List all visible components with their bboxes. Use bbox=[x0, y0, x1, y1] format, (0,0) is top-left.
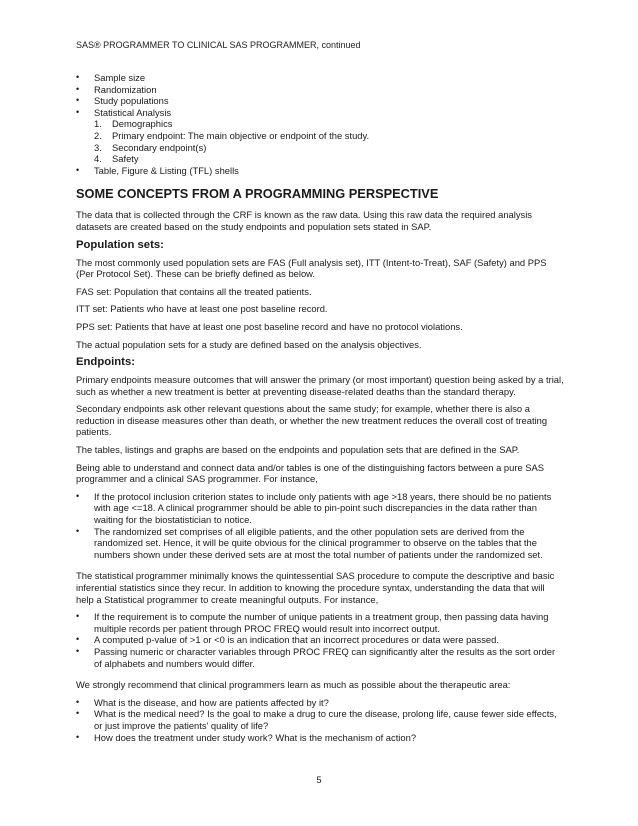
numbered-item bbox=[94, 118, 564, 130]
population-sets-heading: Population sets: bbox=[76, 238, 164, 251]
page-number: 5 bbox=[316, 774, 322, 785]
population-intro-paragraph: The most commonly used population sets are FAS (Full analysis set), ITT (Intent-to-Treat), SAF (Safety) and PPS (Per Protocol Set). These can be briefly defined as below. bbox=[76, 256, 547, 280]
list-item: • If the requirement is to compute the number of unique patients in a treatment group, then passing data having multiple records per patient through PROC FREQ would result into incorrect output. bbox=[76, 611, 564, 634]
primary-endpoints-paragraph: Primary endpoints measure outcomes that will answer the primary (or most important) question being asked by a trial, such as whether a new treatment is better at preventing disease-related deaths than the standard therapy. bbox=[76, 374, 564, 397]
list-item: • Table, Figure & Listing (TFL) shells bbox=[76, 165, 564, 177]
fas-definition: FAS set: Population that contains all the treated patients. bbox=[76, 285, 312, 297]
item-number: 3. bbox=[94, 141, 102, 153]
list-item-label: Statistical Analysis bbox=[94, 106, 172, 118]
numbered-item bbox=[94, 130, 564, 142]
itt-definition: ITT set: Patients who have at least one post baseline record. bbox=[76, 303, 328, 315]
list-item: • What is the disease, and how are patients affected by it? bbox=[76, 697, 564, 709]
item-text: Primary endpoint: The main objective or endpoint of the study. bbox=[112, 129, 370, 141]
therapeutic-questions-list bbox=[76, 697, 564, 743]
list-item: • If the protocol inclusion criterion states to include only patients with age >18 years, there should be no patients with age <=18. A clinical programmer should be able to pin-point such discrepancies in the data rather than waiting for the biostatistician to notice. bbox=[76, 491, 564, 526]
pps-definition: PPS set: Patients that have at least one post baseline record and have no protocol violations. bbox=[76, 320, 463, 332]
statistical-programmer-paragraph: The statistical programmer minimally knows the quintessential SAS procedure to compute the descriptive and basic inferential statistics since they recur. In addition to knowing the procedure syntax, understanding the data that will help a Statistical programmer to create meaningful outputs. For instance, bbox=[76, 570, 555, 605]
therapeutic-area-paragraph: We strongly recommend that clinical programmers learn as much as possible about the therapeutic area: bbox=[76, 679, 511, 691]
item-number: 2. bbox=[94, 129, 102, 141]
item-number: 1. bbox=[94, 118, 102, 130]
distinguishing-factors-paragraph: Being able to understand and connect data and/or tables is one of the distinguishing factors between a pure SAS programmer and a clinical SAS programmer. For instance, bbox=[76, 461, 545, 485]
population-closing-paragraph: The actual population sets for a study are defined based on the analysis objectives. bbox=[76, 338, 422, 350]
clinical-examples-list bbox=[76, 491, 564, 561]
item-text: Secondary endpoint(s) bbox=[112, 141, 207, 153]
statistical-examples-list bbox=[76, 611, 564, 669]
running-header: SAS® PROGRAMMER TO CLINICAL SAS PROGRAMMER, continued bbox=[76, 40, 361, 50]
list-item: • How does the treatment under study work? What is the mechanism of action? bbox=[76, 732, 564, 744]
list-item bbox=[76, 107, 564, 165]
list-item: • Sample size bbox=[76, 72, 564, 84]
analysis-numbered-list bbox=[94, 118, 564, 164]
numbered-item bbox=[94, 153, 564, 165]
list-item: • A computed p-value of >1 or <0 is an indication that an incorrect procedures or data were passed. bbox=[76, 634, 564, 646]
intro-bullet-list bbox=[76, 72, 564, 176]
item-number: 4. bbox=[94, 153, 102, 165]
section-intro-paragraph: The data that is collected through the CRF is known as the raw data. Using this raw data the required analysis datasets are created based on the study endpoints and population sets stated in SAP. bbox=[76, 209, 532, 232]
list-item: • What is the medical need? Is the goal to make a drug to cure the disease, prolong life, cause fewer side effects, or just improve the patients’ quality of life? bbox=[76, 708, 564, 731]
list-item: • Randomization bbox=[76, 84, 564, 96]
item-text: Safety bbox=[112, 153, 139, 165]
list-item: • Passing numeric or character variables through PROC FREQ can significantly alter the results as the sort order of alphabets and numbers would differ. bbox=[76, 646, 564, 669]
endpoints-heading: Endpoints: bbox=[76, 356, 135, 369]
page-body bbox=[76, 72, 564, 743]
secondary-endpoints-paragraph: Secondary endpoints ask other relevant questions about the same study; for example, whether there is also a reduction in disease measures other than death, or whether the new treatment reduces the overall cost of treating patients. bbox=[76, 403, 548, 438]
section-heading: SOME CONCEPTS FROM A PROGRAMMING PERSPECTIVE bbox=[76, 186, 439, 202]
tlg-paragraph: The tables, listings and graphs are based on the endpoints and population sets that are defined in the SAP. bbox=[76, 444, 520, 456]
list-item: • Study populations bbox=[76, 95, 564, 107]
list-item: • The randomized set comprises of all eligible patients, and the other population sets are derived from the randomized set. Hence, it will be quite obvious for the clinical programmer to observe on the tables that the numbers shown under these derived sets are at most the total number of patients under the randomized set. bbox=[76, 526, 564, 561]
item-text: Demographics bbox=[112, 118, 173, 130]
numbered-item bbox=[94, 142, 564, 154]
